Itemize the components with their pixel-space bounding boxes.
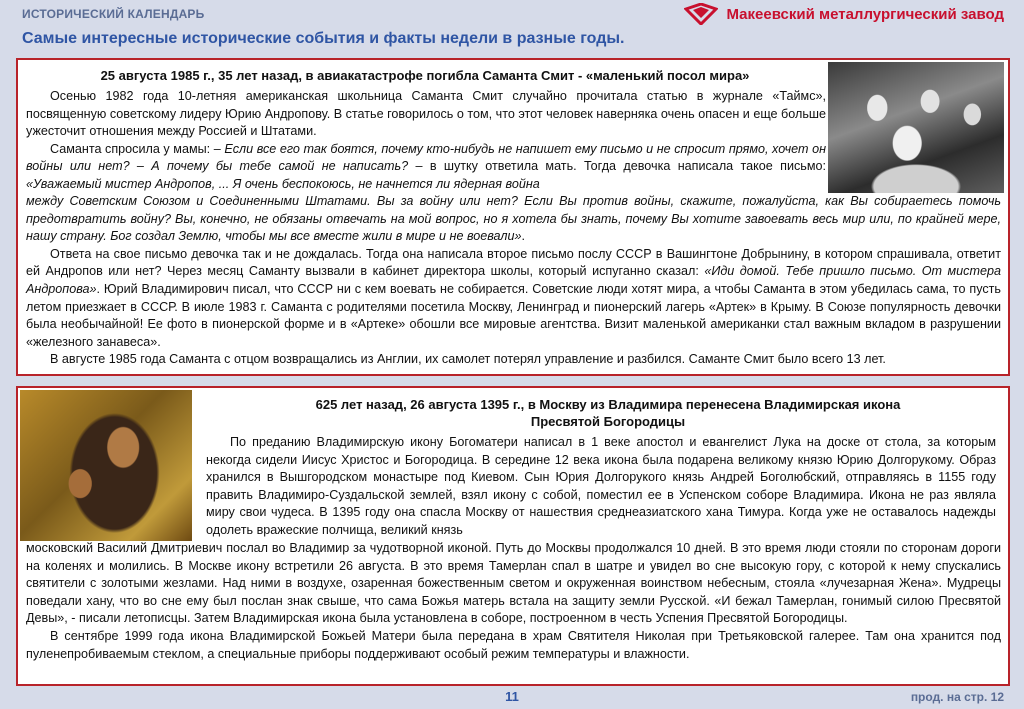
vladimir-icon-image [20,390,192,541]
article-text-bottom [26,193,1001,369]
article-text-bottom [26,540,1001,663]
paragraph: По преданию Владимирскую икону Богоматери написал в 1 веке апостол и евангелист Лука на доске от стола, за которым некогда сидели Иисус Христос и Богородица. В середине 12 века икона была подарена великому князю Юрию Долгорукому. Образ хранился в Вышгородском монастыре под Киевом. Сын Юрия Долгорукого князь Андрей Боголюбский, отправляясь в 1155 году править Владимиро-Суздальской землей, взял икону с собой, поместил ее в Успенском соборе Владимира. Икона не раз являла миру свои чудеса. В 1395 году она спасла Москву от нашествия среднеазиатского хана Тимура. Когда уже не оставалось надежды одолеть вражеские полчища, великий князь [206,435,996,537]
paragraph: Осенью 1982 года 10-летняя американская школьница Саманта Смит случайно прочитала статью в журнале «Таймс», посвященную советскому лидеру Юрию Андропову. В статье говорилось о том, что этот человек наверняка очень опасен и еще больше ужесточит отношения между Россией и Штатами. [26,89,826,139]
brand-logo-icon [684,3,718,25]
article-text-top [206,434,996,540]
article-text-top [26,88,826,194]
paragraph: московский Василий Дмитриевич послал во Владимир за чудотворной иконой. Путь до Москвы продолжался 10 дней. В это время люди стояли по сторонам дороги на коленях и молились. В Москве икону встретили 26 августа. В это время Тамерлан спал в шатре и увидел во сне высокую гору, с которой к нему спускались святители с золотыми жезлами. Над ними в воздухе, озаренная божественным светом и окруженная воинством небесным, стояла «лучезарная Жена». Мудрецы поведали хану, что во сне ему был послан знак свыше, что сама Божья матерь встала на защиту земли Русской. «И бежал Тамерлан, гонимый силою Пресвятой Девы», - писали летописцы. Затем Владимирская икона была установлена в соборе, построенном в честь Успения Пресвятой Богородицы. [26,541,1001,626]
samantha-smith-photo [828,62,1004,193]
paragraph: В августе 1985 года Саманта с отцом возвращались из Англии, их самолет потерял управление и разбился. Саманте Смит было всего 13 лет. [50,352,886,367]
section-label: ИСТОРИЧЕСКИЙ КАЛЕНДАРЬ [22,7,205,21]
page-subtitle: Самые интересные исторические события и факты недели в разные годы. [22,30,625,47]
article-title: 25 августа 1985 г., 35 лет назад, в авиакатастрофе погибла Саманта Смит - «маленький посол мира» [100,68,750,83]
brand [684,3,1004,25]
paragraph: Ответа на свое письмо девочка так и не дождалась. Тогда она написала второе письмо послу СССР в Вашингтоне Добрынину, в котором спрашивала, ответит ей Андропов или нет? Через месяц Саманту вызвали в кабинет директора школы, который испуганно сказал: «Иди домой. Тебе пришло письмо. От мистера Андропова». Юрий Владимирович писал, что СССР ни с кем воевать не собирается. Советские люди хотят мира, а чтобы Саманта в этом убедилась сама, то пусть летом приезжает в СССР. В июле 1983 г. Саманта с родителями посетила Москву, Ленинград и пионерский лагерь «Артек» в Крыму. В Союзе популярность девочки была необычайной! Ее фото в пионерской форме и в «Артеке» обошли все мировые агентства. Визит маленькой американки стал важным вкладом в разрушении «железного занавеса». [26,246,1001,349]
article-title: 625 лет назад, 26 августа 1395 г., в Москву из Владимира перенесена Владимирская икона Пресвятой Богородицы [315,397,901,429]
paragraph: Саманта спросила у мамы: – Если все его так боятся, почему кто-нибудь не напишет ему письмо и не спросит прямо, хочет он войны или нет? – А почему бы тебе самой не написать? – в шутку ответила мать. Тогда девочка написала такое письмо: «Уважаемый мистер Андропов, ... Я очень беспокоюсь, не начнется ли ядерная война [26,141,827,191]
paragraph: между Советским Союзом и Соединенными Штатами. Вы за войну или нет? Если Вы против войны, скажите, пожалуйста, как Вы собираетесь помочь предотвратить войну? Вы, конечно, не обязаны отвечать на мой вопрос, но я хотела бы знать, почему Вы хотите завоевать весь мир или, по крайней мере, нашу страну. Бог создал Землю, чтобы мы все вместе жили в мире и не воевали». [26,194,1001,244]
brand-name: Макеевский металлургический завод [726,5,1004,23]
paragraph: В сентябре 1999 года икона Владимирской Божьей Матери была передана в храм Святителя Николая при Третьяковской галерее. Там она хранится под пуленепробиваемым стеклом, а специальные приборы поддерживают особый режим температуры и влажности. [26,628,1001,661]
article-vladimir-icon [16,386,1010,686]
continued-note: прод. на стр. 12 [910,690,1004,704]
page-number: 11 [505,689,519,704]
article-samantha-smith [16,58,1010,376]
